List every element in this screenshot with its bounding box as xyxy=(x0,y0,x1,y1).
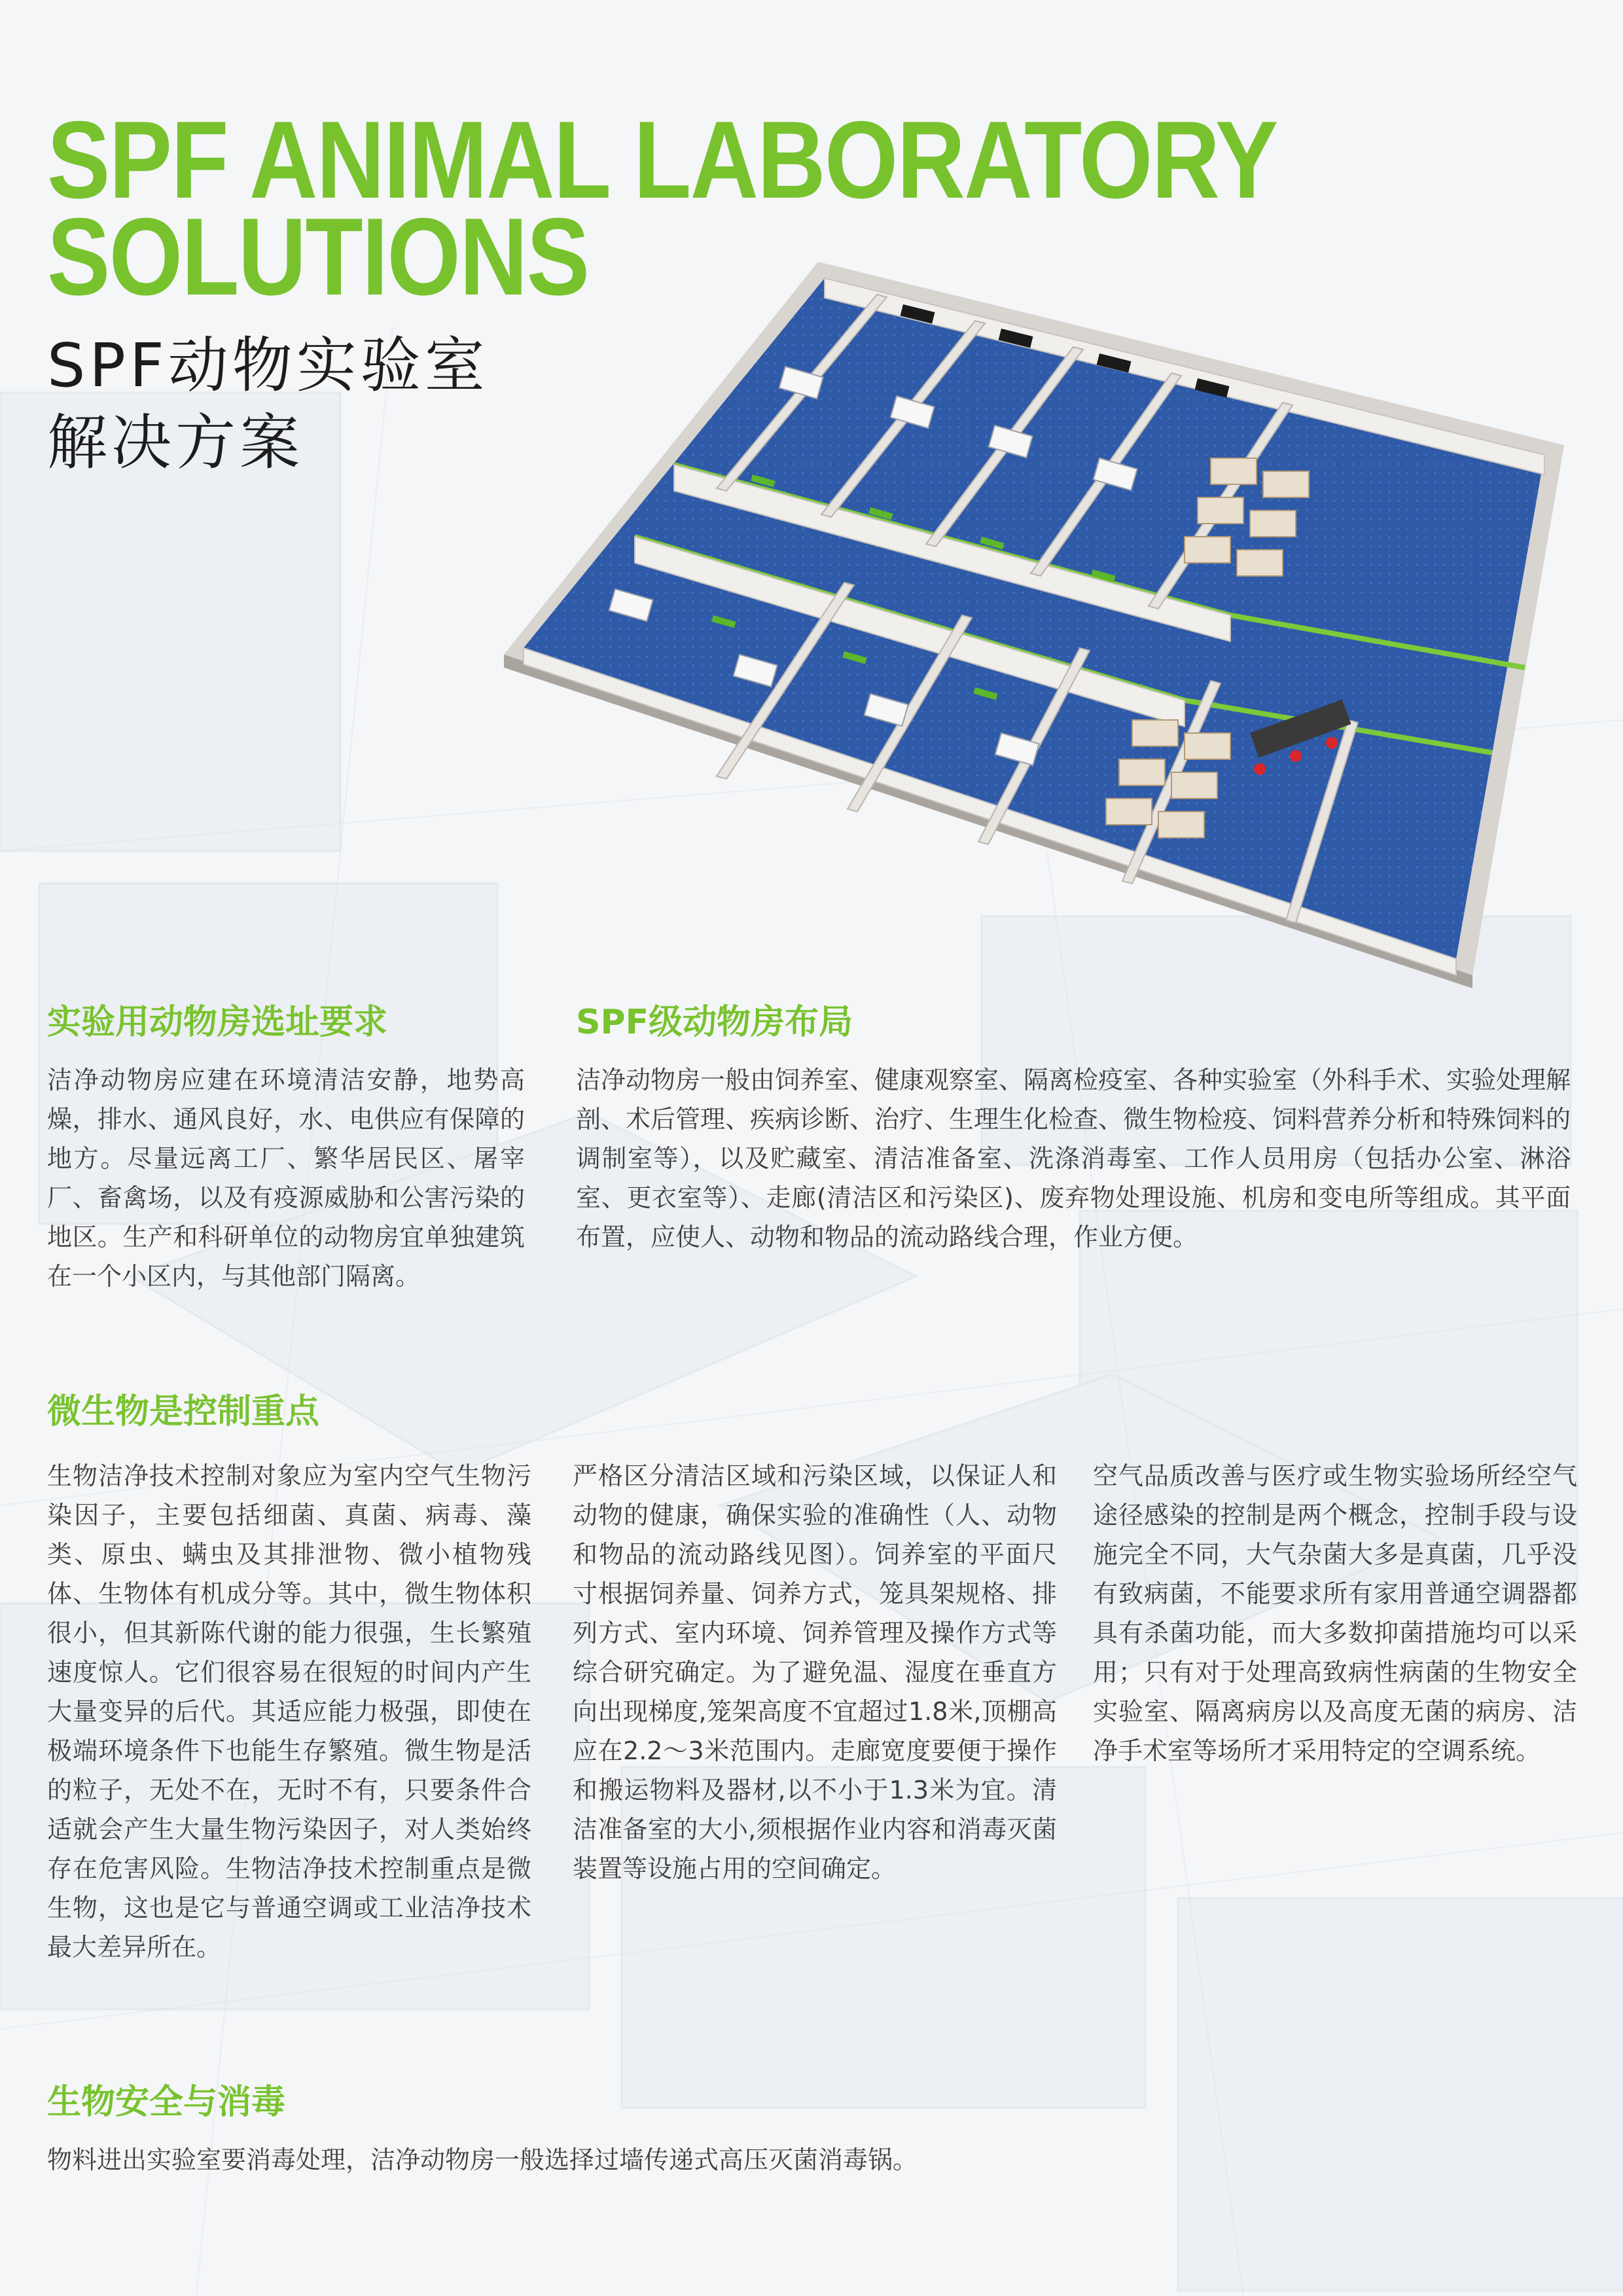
title-english-line2: SOLUTIONS xyxy=(47,195,589,318)
section-body-site: 洁净动物房应建在环境清洁安静，地势高燥，排水、通风良好，水、电供应有保障的地方。尽量远离工厂、繁华居民区、屠宰厂、畜禽场，以及有疫源威胁和公害污染的地区。生产和科研单位的动物房宜单独建筑在一个小区内，与其他部门隔离。 xyxy=(47,1066,525,1291)
section-title-site: 实验用动物房选址要求 xyxy=(47,1003,388,1042)
section-title-layout: SPF级动物房布局 xyxy=(576,1003,853,1042)
section-title-microbe: 微生物是控制重点 xyxy=(47,1392,320,1431)
title-chinese xyxy=(47,327,489,482)
title-english-line1: SPF ANIMAL LABORATORY xyxy=(47,98,1277,221)
section-body-biosafety: 物料进出实验室要消毒处理，洁净动物房一般选择过墙传递式高压灭菌消毒锅。 xyxy=(47,2145,918,2174)
title-chinese-line1: SPF动物实验室 xyxy=(47,331,489,401)
section-body-microbe-col1: 生物洁净技术控制对象应为室内空气生物污染因子，主要包括细菌、真菌、病毒、藻类、原虫、螨虫及其排泄物、微小植物残体、生物体有机成分等。其中，微生物体积很小，但其新陈代谢的能力很强，生长繁殖速度惊人。它们很容易在很短的时间内产生大量变异的后代。其适应能力极强，即使在极端环境条件下也能生存繁殖。微生物是活的粒子，无处不在，无时不有，只要条件合适就会产生大量生物污染因子，对人类始终存在危害风险。生物洁净技术控制重点是微生物，这也是它与普通空调或工业洁净技术最大差异所在。 xyxy=(47,1462,531,1962)
lab-floorplan-image xyxy=(478,249,1590,991)
section-body-microbe-col2: 严格区分清洁区域和污染区域，以保证人和动物的健康，确保实验的准确性（人、动物和物品的流动路线见图）。饲养室的平面尺寸根据饲养量、饲养方式，笼具架规格、排列方式、室内环境、饲养管理及操作方式等综合研究确定。为了避免温、湿度在垂直方向出现梯度,笼架高度不宜超过1.8米,顶棚高应在2.2～3米范围内。走廊宽度要便于操作和搬运物料及器材,以不小于1.3米为宜。清洁准备室的大小,须根据作业内容和消毒灭菌装置等设施占用的空间确定。 xyxy=(573,1462,1057,1883)
title-chinese-line2: 解决方案 xyxy=(47,408,304,478)
section-title-biosafety: 生物安全与消毒 xyxy=(47,2083,286,2122)
section-body-layout: 洁净动物房一般由饲养室、健康观察室、隔离检疫室、各种实验室（外科手术、实验处理解剖、术后管理、疾病诊断、治疗、生理生化检查、微生物检疫、饲料营养分析和特殊饲料的调制室等），以及贮藏室、清洁准备室、洗涤消毒室、工作人员用房（包括办公室、淋浴室、更衣室等）、走廊(清洁区和污染区)、废弃物处理设施、机房和变电所等组成。其平面布置，应使人、动物和物品的流动路线合理，作业方便。 xyxy=(576,1066,1571,1251)
section-body-microbe-col3: 空气品质改善与医疗或生物实验场所经空气途径感染的控制是两个概念，控制手段与设施完全不同，大气杂菌大多是真菌，几乎没有致病菌，不能要求所有家用普通空调器都具有杀菌功能，而大多数抑菌措施均可以采用；只有对于处理高致病性病菌的生物安全实验室、隔离病房以及高度无菌的病房、洁净手术室等场所才采用特定的空调系统。 xyxy=(1093,1462,1577,1765)
